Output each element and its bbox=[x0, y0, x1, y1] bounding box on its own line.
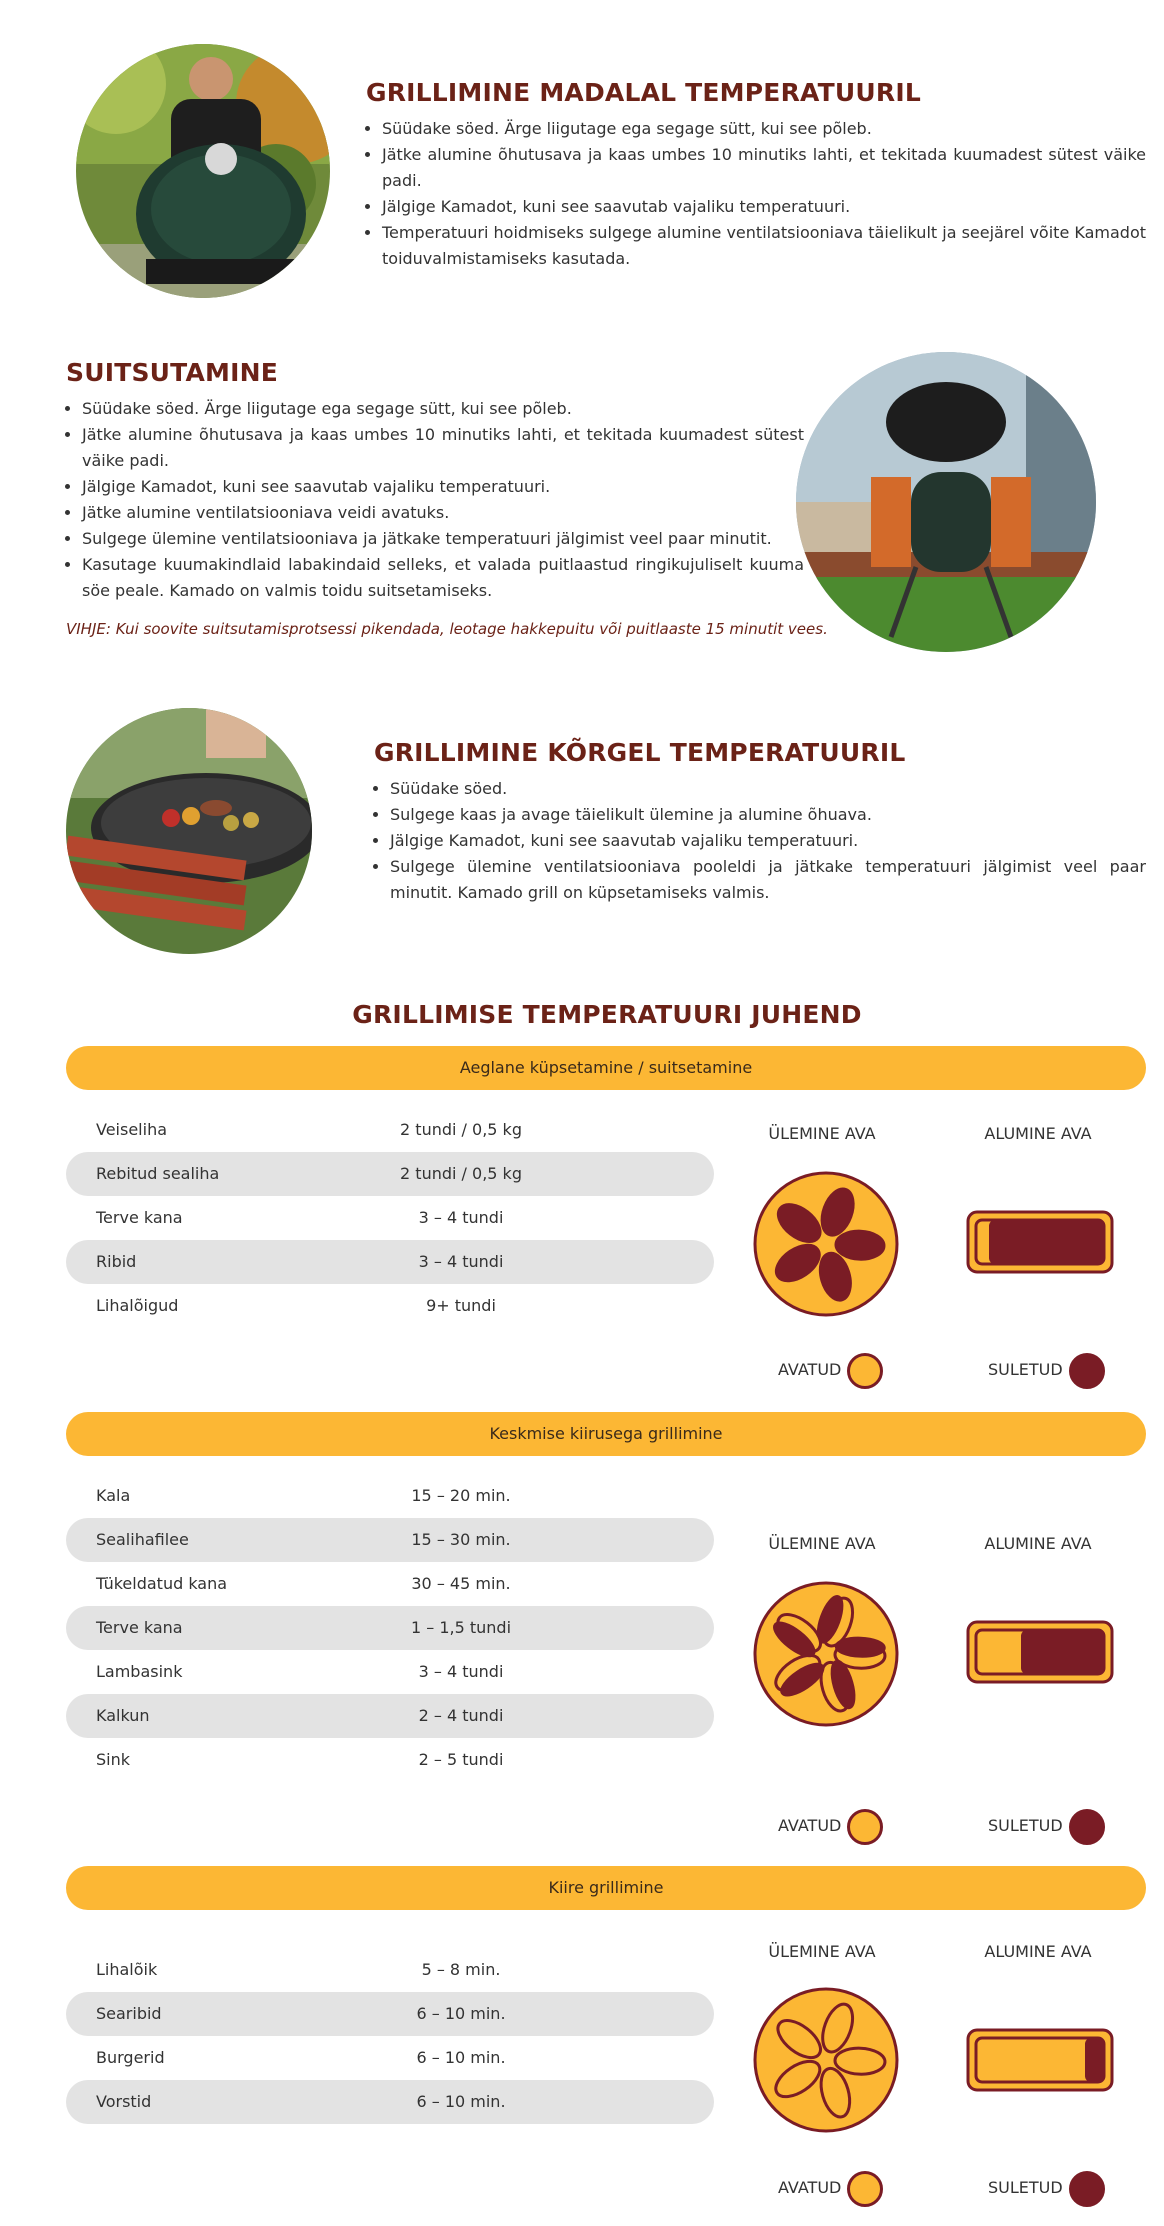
legend-closed bbox=[988, 2168, 1105, 2208]
table-row bbox=[66, 1694, 714, 1738]
cook-time: 6 – 10 min. bbox=[416, 2004, 506, 2023]
legend-open bbox=[778, 2168, 883, 2208]
cook-time: 9+ tundi bbox=[426, 1296, 496, 1315]
list-item: • Sulgege kaas ja avage täielikult ülemine ja alumine õhuava. bbox=[390, 802, 1146, 828]
food-name: Terve kana bbox=[96, 1208, 183, 1227]
bottom-vent-label: ALUMINE AVA bbox=[984, 1534, 1092, 1553]
food-name: Kala bbox=[96, 1486, 131, 1505]
open-dot-icon bbox=[847, 2171, 883, 2207]
food-name: Terve kana bbox=[96, 1618, 183, 1637]
cook-time: 2 tundi / 0,5 kg bbox=[400, 1120, 522, 1139]
table-row bbox=[66, 2080, 714, 2124]
open-dot-icon bbox=[847, 1809, 883, 1845]
table-row bbox=[66, 1738, 714, 1782]
list-item: • Jätke alumine õhutusava ja kaas umbes 10 minutiks lahti, et tekitada kuumadest sütest väike padi. bbox=[82, 422, 804, 474]
list-item: • Kasutage kuumakindlaid labakindaid selleks, et valada puitlaastud ringikujuliselt kuuma söe peale. Kamado on valmis toidu suitsetamiseks. bbox=[82, 552, 804, 604]
top-vent-label: ÜLEMINE AVA bbox=[768, 1942, 876, 1961]
cook-time: 3 – 4 tundi bbox=[418, 1252, 504, 1271]
list-item: • Süüdake söed. bbox=[390, 776, 1146, 802]
grill-photo-food bbox=[66, 708, 312, 954]
food-name: Burgerid bbox=[96, 2048, 165, 2067]
legend-closed-label: SULETUD bbox=[988, 1816, 1063, 1835]
smoking-tip: VIHJE: Kui soovite suitsutamisprotsessi pikendada, leotage hakkepuitu või puitlaaste 15 minutit vees. bbox=[66, 620, 828, 638]
cook-time: 2 – 4 tundi bbox=[418, 1706, 504, 1725]
table-row bbox=[66, 1474, 714, 1518]
table-row bbox=[66, 1518, 714, 1562]
table-row bbox=[66, 2036, 714, 2080]
table-row bbox=[66, 1650, 714, 1694]
legend-open-label: AVATUD bbox=[778, 1816, 842, 1835]
section-title-smoking: SUITSUTAMINE bbox=[66, 358, 279, 387]
closed-dot-icon bbox=[1069, 1353, 1105, 1389]
legend-closed bbox=[988, 1806, 1105, 1846]
list-item: • Jätke alumine ventilatsiooniava veidi avatuks. bbox=[82, 500, 804, 526]
top-vent-half-open-icon bbox=[752, 1580, 900, 1728]
legend-closed bbox=[988, 1350, 1105, 1390]
cook-time: 5 – 8 min. bbox=[421, 1960, 501, 1979]
top-vent-label: ÜLEMINE AVA bbox=[768, 1124, 876, 1143]
legend-open-label: AVATUD bbox=[778, 1360, 842, 1379]
cook-time: 6 – 10 min. bbox=[416, 2092, 506, 2111]
open-dot-icon bbox=[847, 1353, 883, 1389]
table-row bbox=[66, 1196, 714, 1240]
top-vent-mostly-closed-icon bbox=[752, 1170, 900, 1318]
group-bar-fast: Kiire grillimine bbox=[66, 1866, 1146, 1910]
cook-time: 2 – 5 tundi bbox=[418, 1750, 504, 1769]
table-row bbox=[66, 1948, 714, 1992]
grill-photo-man bbox=[76, 44, 330, 298]
list-item: • Jälgige Kamadot, kuni see saavutab vajaliku temperatuuri. bbox=[382, 194, 1146, 220]
bottom-vent-slider-icon bbox=[966, 2028, 1114, 2092]
section-title-high-temp: GRILLIMINE KÕRGEL TEMPERATUURIL bbox=[374, 738, 906, 767]
table-row bbox=[66, 1108, 714, 1152]
food-name: Kalkun bbox=[96, 1706, 150, 1725]
food-name: Sink bbox=[96, 1750, 131, 1769]
food-name: Lihalõik bbox=[96, 1960, 158, 1979]
table-row bbox=[66, 1606, 714, 1650]
list-item: • Jälgige Kamadot, kuni see saavutab vajaliku temperatuuri. bbox=[82, 474, 804, 500]
cook-time: 15 – 30 min. bbox=[411, 1530, 511, 1549]
bottom-vent-label: ALUMINE AVA bbox=[984, 1124, 1092, 1143]
list-item: • Jätke alumine õhutusava ja kaas umbes 10 minutiks lahti, et tekitada kuumadest sütest väike padi. bbox=[382, 142, 1146, 194]
cook-time: 6 – 10 min. bbox=[416, 2048, 506, 2067]
food-name: Lambasink bbox=[96, 1662, 183, 1681]
food-name: Sealihafilee bbox=[96, 1530, 189, 1549]
group-bar-slow: Aeglane küpsetamine / suitsetamine bbox=[66, 1046, 1146, 1090]
group-bar-medium: Keskmise kiirusega grillimine bbox=[66, 1412, 1146, 1456]
list-item: • Sulgege ülemine ventilatsiooniava pooleldi ja jätkake temperatuuri jälgimist veel paar minutit. Kamado grill on küpsetamiseks valmis. bbox=[390, 854, 1146, 906]
food-name: Tükeldatud kana bbox=[96, 1574, 228, 1593]
list-item: • Sulgege ülemine ventilatsiooniava ja jätkake temperatuuri jälgimist veel paar minutit. bbox=[82, 526, 804, 552]
list-item: • Süüdake söed. Ärge liigutage ega segage sütt, kui see põleb. bbox=[382, 116, 1146, 142]
section-title-low-temp: GRILLIMINE MADALAL TEMPERATUURIL bbox=[366, 78, 921, 107]
guide-title: GRILLIMISE TEMPERATUURI JUHEND bbox=[352, 1000, 862, 1029]
list-item: • Jälgige Kamadot, kuni see saavutab vajaliku temperatuuri. bbox=[390, 828, 1146, 854]
closed-dot-icon bbox=[1069, 1809, 1105, 1845]
cook-time: 30 – 45 min. bbox=[411, 1574, 511, 1593]
food-name: Veiseliha bbox=[96, 1120, 168, 1139]
table-row bbox=[66, 1240, 714, 1284]
cook-time: 1 – 1,5 tundi bbox=[410, 1618, 512, 1637]
food-name: Searibid bbox=[96, 2004, 162, 2023]
grill-photo-open-lid bbox=[796, 352, 1096, 652]
cook-time: 15 – 20 min. bbox=[411, 1486, 511, 1505]
table-row bbox=[66, 1992, 714, 2036]
low-temp-steps bbox=[364, 116, 1146, 272]
legend-open-label: AVATUD bbox=[778, 2178, 842, 2197]
cook-time: 3 – 4 tundi bbox=[418, 1208, 504, 1227]
bottom-vent-slider-icon bbox=[966, 1210, 1114, 1274]
table-row bbox=[66, 1284, 714, 1328]
top-vent-label: ÜLEMINE AVA bbox=[768, 1534, 876, 1553]
table-row bbox=[66, 1562, 714, 1606]
cook-time: 2 tundi / 0,5 kg bbox=[400, 1164, 522, 1183]
table-row bbox=[66, 1152, 714, 1196]
bottom-vent-label: ALUMINE AVA bbox=[984, 1942, 1092, 1961]
list-item: • Süüdake söed. Ärge liigutage ega segage sütt, kui see põleb. bbox=[82, 396, 804, 422]
legend-closed-label: SULETUD bbox=[988, 1360, 1063, 1379]
food-name: Lihalõigud bbox=[96, 1296, 179, 1315]
food-name: Vorstid bbox=[96, 2092, 152, 2111]
food-name: Ribid bbox=[96, 1252, 137, 1271]
legend-closed-label: SULETUD bbox=[988, 2178, 1063, 2197]
cook-time: 3 – 4 tundi bbox=[418, 1662, 504, 1681]
list-item: • Temperatuuri hoidmiseks sulgege alumine ventilatsiooniava täielikult ja seejärel võite Kamadot toiduvalmistamiseks kasutada. bbox=[382, 220, 1146, 272]
high-temp-steps bbox=[372, 776, 1146, 906]
smoking-steps bbox=[64, 396, 804, 604]
bottom-vent-slider-icon bbox=[966, 1620, 1114, 1684]
top-vent-open-icon bbox=[752, 1986, 900, 2134]
food-name: Rebitud sealiha bbox=[96, 1164, 220, 1183]
legend-open bbox=[778, 1350, 883, 1390]
legend-open bbox=[778, 1806, 883, 1846]
closed-dot-icon bbox=[1069, 2171, 1105, 2207]
